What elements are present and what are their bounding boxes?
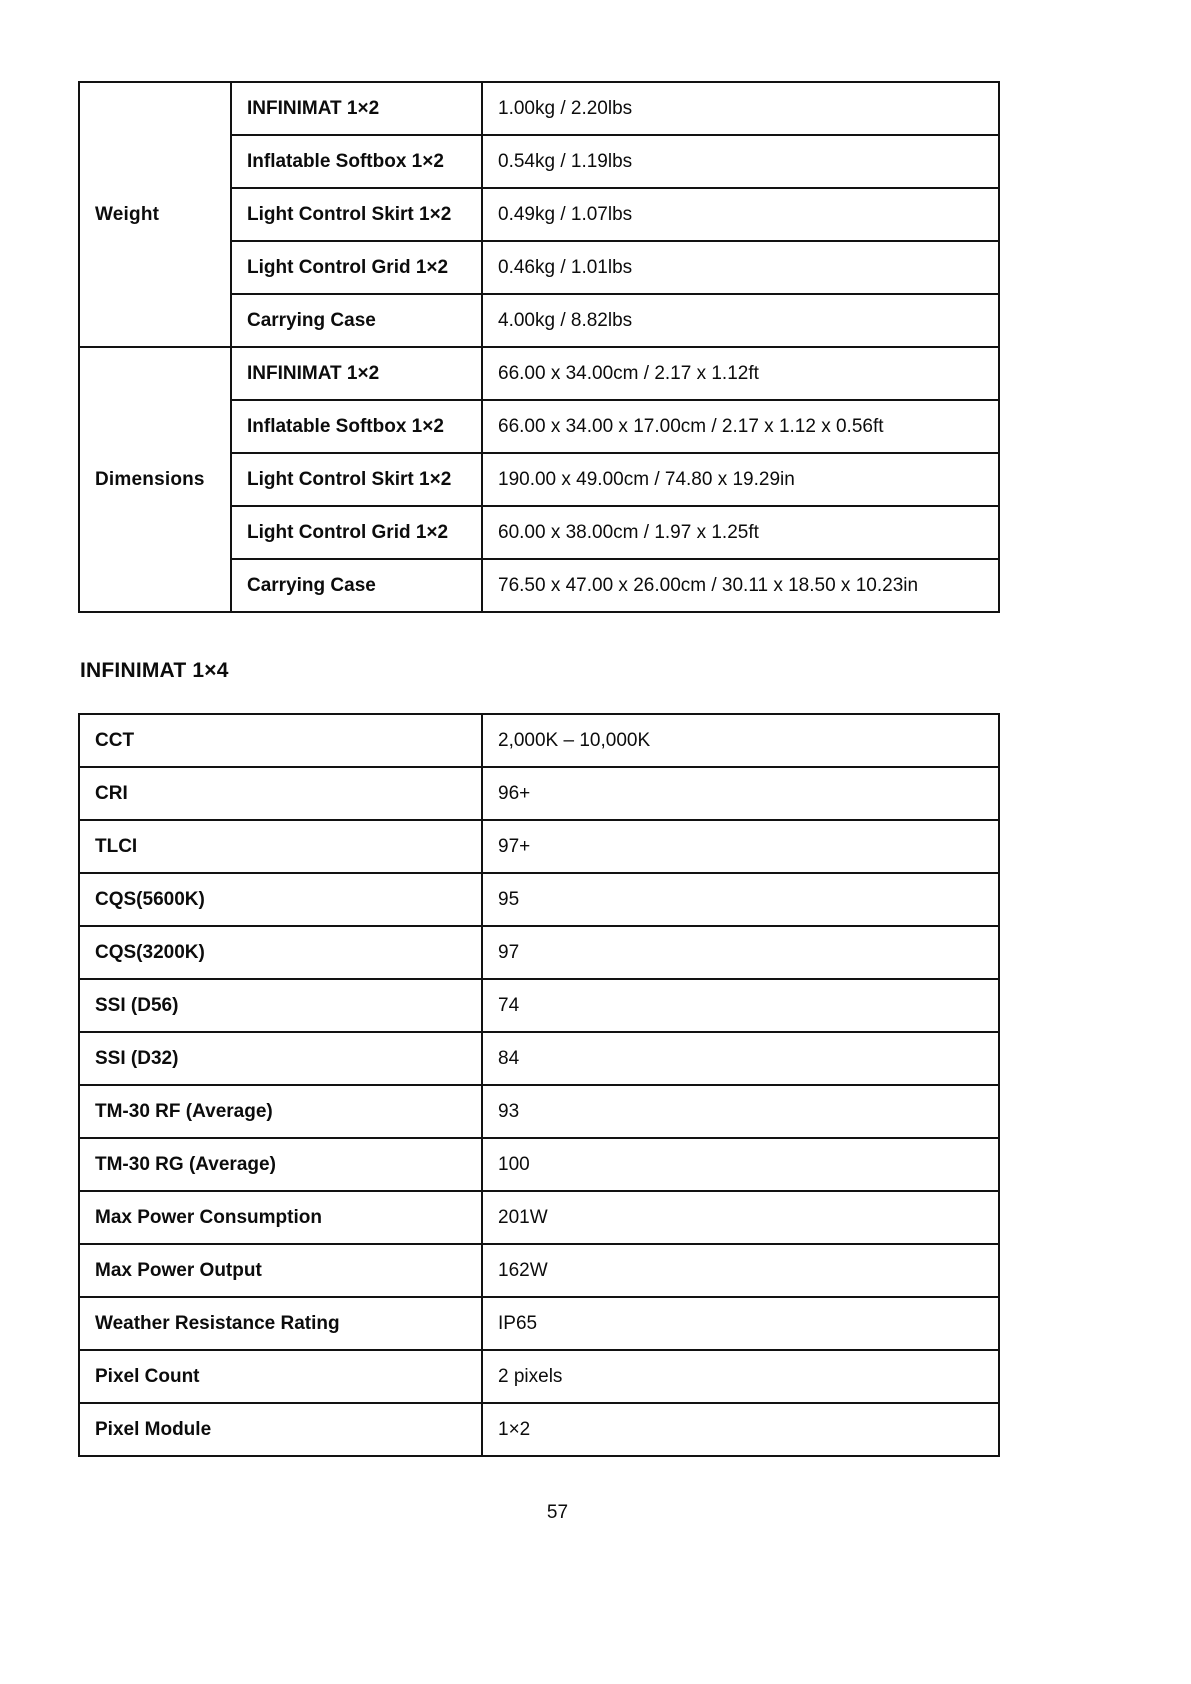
table-row xyxy=(79,1350,999,1403)
table-row xyxy=(79,82,999,135)
spec-value: 74 xyxy=(482,979,999,1032)
page-content xyxy=(78,0,998,1457)
group-label-weight: Weight xyxy=(79,82,231,347)
page-number: 57 xyxy=(546,1502,569,1523)
table-row xyxy=(79,1191,999,1244)
spec-label: Max Power Output xyxy=(79,1244,482,1297)
item-value: 0.54kg / 1.19lbs xyxy=(482,135,999,188)
spec-value: 100 xyxy=(482,1138,999,1191)
spec-value: 96+ xyxy=(482,767,999,820)
weight-dimensions-table xyxy=(78,81,1000,613)
item-label: Light Control Skirt 1×2 xyxy=(231,188,482,241)
item-value: 4.00kg / 8.82lbs xyxy=(482,294,999,347)
spec-label: TM-30 RF (Average) xyxy=(79,1085,482,1138)
spec-label: Max Power Consumption xyxy=(79,1191,482,1244)
table-row xyxy=(79,1085,999,1138)
spec-label: Pixel Module xyxy=(79,1403,482,1456)
table-row xyxy=(79,979,999,1032)
item-value: 0.49kg / 1.07lbs xyxy=(482,188,999,241)
table-row xyxy=(79,1297,999,1350)
item-label: Carrying Case xyxy=(231,294,482,347)
spec-value: 2 pixels xyxy=(482,1350,999,1403)
item-value: 1.00kg / 2.20lbs xyxy=(482,82,999,135)
table-row xyxy=(79,1032,999,1085)
item-label: Inflatable Softbox 1×2 xyxy=(231,135,482,188)
item-value: 0.46kg / 1.01lbs xyxy=(482,241,999,294)
spec-label: Weather Resistance Rating xyxy=(79,1297,482,1350)
spec-value: 1×2 xyxy=(482,1403,999,1456)
item-label: INFINIMAT 1×2 xyxy=(231,82,482,135)
item-value: 190.00 x 49.00cm / 74.80 x 19.29in xyxy=(482,453,999,506)
spec-label: SSI (D32) xyxy=(79,1032,482,1085)
spec-label: TLCI xyxy=(79,820,482,873)
item-value: 66.00 x 34.00 x 17.00cm / 2.17 x 1.12 x 0.56ft xyxy=(482,400,999,453)
item-label: Light Control Grid 1×2 xyxy=(231,241,482,294)
table-row xyxy=(79,1138,999,1191)
group-label-dimensions: Dimensions xyxy=(79,347,231,612)
spec-value: IP65 xyxy=(482,1297,999,1350)
spec-label: TM-30 RG (Average) xyxy=(79,1138,482,1191)
item-value: 76.50 x 47.00 x 26.00cm / 30.11 x 18.50 x 10.23in xyxy=(482,559,999,612)
spec-label: CQS(3200K) xyxy=(79,926,482,979)
item-label: Inflatable Softbox 1×2 xyxy=(231,400,482,453)
section-heading-infinimat-1x4: INFINIMAT 1×4 xyxy=(80,659,229,682)
spec-label: CQS(5600K) xyxy=(79,873,482,926)
infinimat-1x4-spec-table xyxy=(78,713,1000,1457)
spec-value: 97 xyxy=(482,926,999,979)
item-label: Light Control Grid 1×2 xyxy=(231,506,482,559)
table-row xyxy=(79,767,999,820)
table-row xyxy=(79,820,999,873)
spec-label: CRI xyxy=(79,767,482,820)
item-value: 66.00 x 34.00cm / 2.17 x 1.12ft xyxy=(482,347,999,400)
table-row xyxy=(79,347,999,400)
spec-label: SSI (D56) xyxy=(79,979,482,1032)
item-label: Carrying Case xyxy=(231,559,482,612)
table-row xyxy=(79,1244,999,1297)
table-row xyxy=(79,926,999,979)
spec-value: 162W xyxy=(482,1244,999,1297)
spec-label: Pixel Count xyxy=(79,1350,482,1403)
spec-value: 2,000K – 10,000K xyxy=(482,714,999,767)
item-value: 60.00 x 38.00cm / 1.97 x 1.25ft xyxy=(482,506,999,559)
item-label: Light Control Skirt 1×2 xyxy=(231,453,482,506)
spec-value: 84 xyxy=(482,1032,999,1085)
spec-value: 97+ xyxy=(482,820,999,873)
item-label: INFINIMAT 1×2 xyxy=(231,347,482,400)
table-row xyxy=(79,873,999,926)
table-row xyxy=(79,714,999,767)
spec-label: CCT xyxy=(79,714,482,767)
spec-value: 201W xyxy=(482,1191,999,1244)
spec-value: 93 xyxy=(482,1085,999,1138)
table-row xyxy=(79,1403,999,1456)
spec-value: 95 xyxy=(482,873,999,926)
